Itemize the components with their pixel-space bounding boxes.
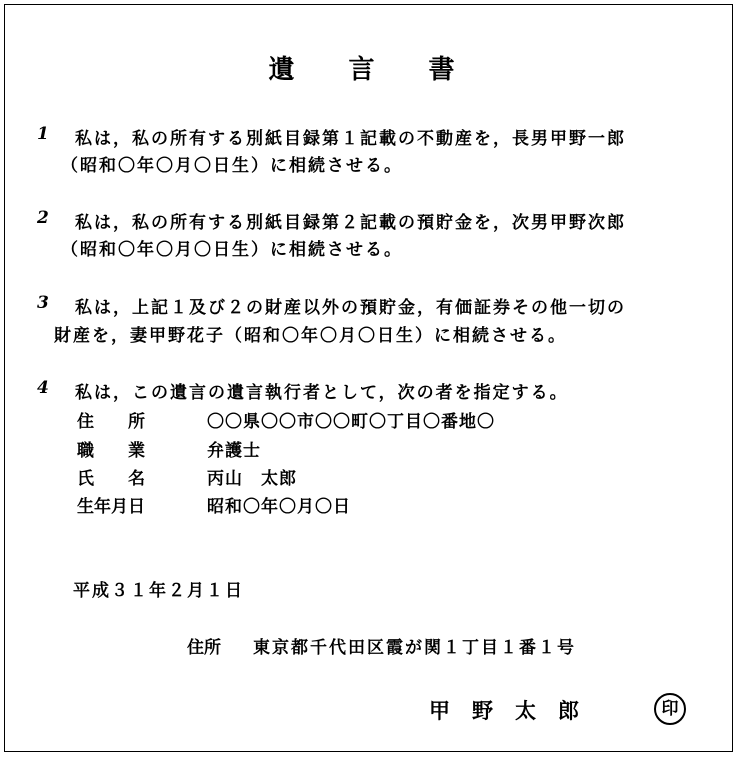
executor-name-value: 丙山 太郎 — [207, 469, 297, 489]
clause-3-line-1: 私は，上記１及び２の財産以外の預貯金，有価証券その他一切の — [75, 298, 626, 318]
executor-birthdate-label: 生年月日 — [77, 497, 145, 517]
executor-name-label: 氏 名 — [77, 469, 145, 489]
testator-address-value: 東京都千代田区霞が関１丁目１番１号 — [253, 638, 576, 658]
executor-address-label: 住 所 — [77, 412, 145, 432]
clause-3-number: 3 — [37, 293, 49, 313]
clause-4-line-1: 私は，この遺言の遺言執行者として，次の者を指定する。 — [75, 383, 569, 403]
executor-birthdate-value: 昭和〇年〇月〇日 — [207, 497, 351, 517]
clause-2-line-2: （昭和〇年〇月〇日生）に相続させる。 — [61, 240, 403, 260]
clause-1-number: 1 — [37, 124, 49, 144]
clause-2-line-1: 私は，私の所有する別紙目録第２記載の預貯金を，次男甲野次郎 — [75, 213, 626, 233]
seal-stamp-icon: 印 — [654, 693, 686, 725]
clause-1-line-1: 私は，私の所有する別紙目録第１記載の不動産を，長男甲野一郎 — [75, 129, 626, 149]
clause-3-line-2: 財産を，妻甲野花子（昭和〇年〇月〇日生）に相続させる。 — [54, 326, 567, 346]
testator-address-label: 住所 — [187, 638, 221, 658]
clause-2-number: 2 — [37, 208, 49, 228]
executor-occupation-label: 職 業 — [77, 441, 145, 461]
executor-address-value: 〇〇県〇〇市〇〇町〇丁目〇番地〇 — [207, 412, 495, 432]
clause-4-number: 4 — [37, 378, 49, 398]
testator-signature-name: 甲野太郎 — [429, 698, 601, 723]
will-document — [4, 4, 733, 752]
document-title: 遺 言 書 — [268, 55, 469, 85]
executor-occupation-value: 弁護士 — [207, 441, 261, 461]
clause-1-line-2: （昭和〇年〇月〇日生）に相続させる。 — [61, 156, 403, 176]
document-date: 平成３１年２月１日 — [73, 581, 244, 601]
